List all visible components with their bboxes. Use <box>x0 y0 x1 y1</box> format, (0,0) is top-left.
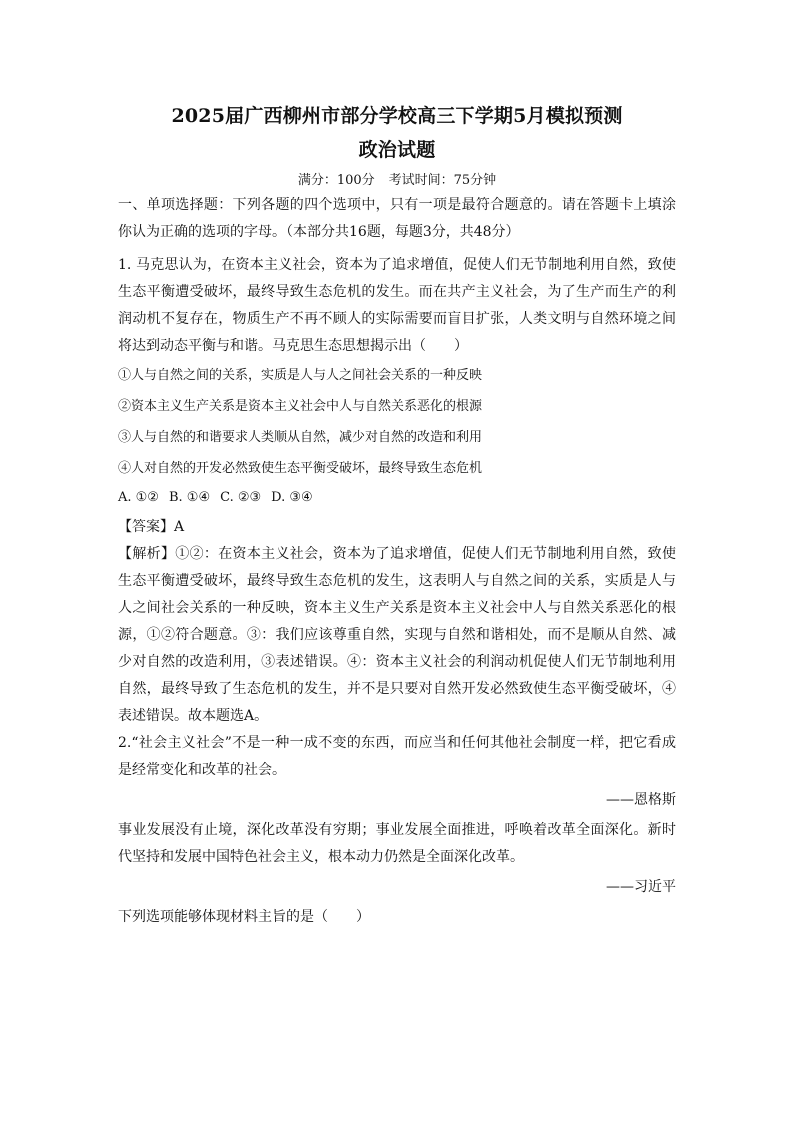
question-1-analysis: 【解析】①②：在资本主义社会，资本为了追求增值，促使人们无节制地利用自然，致使生态平衡遭受破坏，最终导致生态危机的发生，这表明人与自然之间的关系，实质是人与人之间社会关系的一种反映，资本主义生产关系是资本主义社会中人与自然关系恶化的根源，①②符合题意。③：我们应该尊重自然，实现与自然和谐相处，而不是顺从自然、减少对自然的改造利用，③表述错误。④：资本主义社会的利润动机促使人们无节制地利用自然，最终导致了生态危机的发生，并不是只要对自然开发必然致使生态平衡受破坏，④表述错误。故本题选A。 <box>118 546 676 724</box>
question-1-option-1: ①人与自然之间的关系，实质是人与人之间社会关系的一种反映 <box>118 368 483 383</box>
full-score: 满分：100分 <box>297 173 375 188</box>
choice-c: C. ②③ <box>220 490 262 505</box>
exam-time: 考试时间：75分钟 <box>388 173 497 188</box>
question-2-quote-engels: 2.“社会主义社会”不是一种一成不变的东西，而应当和任何其他社会制度一样，把它看成是经常变化和改革的社会。 <box>118 735 676 778</box>
document-subtitle: 政治试题 <box>358 139 436 161</box>
exam-meta <box>118 172 676 190</box>
choice-a: A. ①② <box>118 490 159 505</box>
quote-author-xi: ——习近平 <box>606 879 676 895</box>
document-page <box>118 100 676 931</box>
question-2-quote-xi: 事业发展没有止境，深化改革没有穷期；事业发展全面推进，呼唤着改革全面深化。新时代坚持和发展中国特色社会主义，根本动力仍然是全面深化改革。 <box>118 822 676 865</box>
choice-b: B. ①④ <box>168 490 211 505</box>
choice-d: D. ③④ <box>271 490 313 505</box>
question-1-option-4: ④人对自然的开发必然致使生态平衡受破坏，最终导致生态危机 <box>118 461 483 476</box>
question-1-stem: 1. 马克思认为，在资本主义社会，资本为了追求增值，促使人们无节制地利用自然，致使生态平衡遭受破坏，最终导致生态危机的发生。而在共产主义社会，为了生产而生产的利润动机不复存在，物质生产不再不顾人的实际需要而盲目扩张，人类文明与自然环境之间将达到动态平衡与和谐。马克思生态思想揭示出（ ） <box>118 257 676 354</box>
question-1-option-3: ③人与自然的和谐要求人类顺从自然，减少对自然的改造和利用 <box>118 430 483 445</box>
document-title: 2025届广西柳州市部分学校高三下学期5月模拟预测 <box>171 105 623 127</box>
quote-author-engels: ——恩格斯 <box>606 792 676 808</box>
question-1-option-2: ②资本主义生产关系是资本主义社会中人与自然关系恶化的根源 <box>118 399 483 414</box>
question-2-prompt: 下列选项能够体现材料主旨的是（ ） <box>118 909 370 925</box>
question-1-choices <box>118 484 676 512</box>
question-1-answer: 【答案】A <box>118 519 185 535</box>
section-intro: 一、单项选择题：下列各题的四个选项中，只有一项是最符合题意的。请在答题卡上填涂你认为正确的选项的字母。（本部分共16题，每题3分，共48分） <box>118 197 676 240</box>
